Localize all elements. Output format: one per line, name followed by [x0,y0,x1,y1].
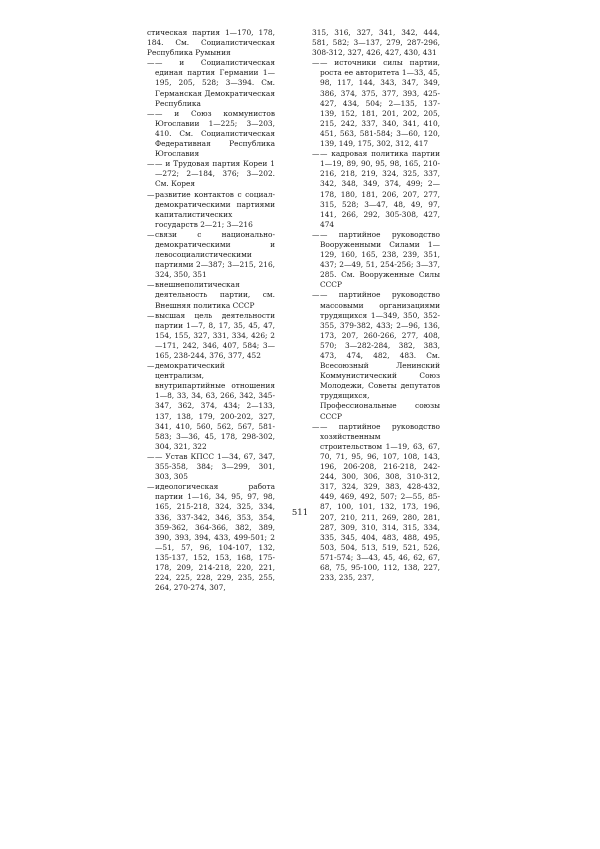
index-entry-text: стическая партия 1—170, 178, 184. См. Социалистическая Республика Румыния [147,28,275,58]
index-entry-text: — кадровая политика партии 1—19, 89, 90, 95, 98, 165, 210-216, 218, 219, 324, 325, 337, 342, 348, 349, 374, 499; 2—178, 180, 181, 206, 207, 277, 315, 528; 3—47, 48, 49, 97, 141, 266, 292, 305-308, 427, 474 [320,149,440,229]
index-entry [147,28,275,58]
index-entry: —демократический централизм, внутрипартийные отношения 1—8, 33, 34, 63, 266, 342, 345-347, 362, 374, 434; 2—133, 137, 138, 179, 200-202, 327, 341, 410, 560, 562, 567, 581-583; 3—36, 45, 178, 298-302, 304, 321, 322 [147,361,275,451]
index-entry-text: высшая цель деятельности партии 1—7, 8, 17, 35, 45, 47, 154, 155, 327, 331, 334, 426; 2—171, 242, 346, 407, 584; 3—165, 238-244, 376, 377, 452 [155,310,275,360]
index-entry: —высшая цель деятельности партии 1—7, 8, 17, 35, 45, 47, 154, 155, 327, 331, 334, 426; 2—171, 242, 346, 407, 584; 3—165, 238-244, 376, 377, 452 [147,310,275,360]
index-entry-text: — и Трудовая партия Кореи 1—272; 2—184, 376; 3—202. См. Корея [155,159,275,189]
index-entry-text: — источники силы партии, роста ее авторитета 1—33, 45, 98, 117, 144, 343, 347, 349, 386, 374, 375, 377, 393, 425-427, 434, 504; 2—135, 137-139, 152, 181, 201, 202, 205, 215, 242, 337, 340, 341, 410, 451, 563, 581-584; 3—60, 120, 139, 149, 175, 302, 312, 417 [320,58,440,149]
index-entry: —— источники силы партии, роста ее авторитета 1—33, 45, 98, 117, 144, 343, 347, 349, 386, 374, 375, 377, 393, 425-427, 434, 504; 2—135, 137-139, 152, 181, 201, 202, 205, 215, 242, 337, 340, 341, 410, 451, 563, 581-584; 3—60, 120, 139, 149, 175, 302, 312, 417 [312,58,440,149]
index-entry-text: — партийное руководство Вооруженными Силами 1—129, 160, 165, 238, 239, 351, 437; 2—49, 51, 254-256; 3—37, 285. См. Вооруженные Силы СССР [320,229,440,290]
index-entry-text: внешнеполитическая деятельность партии, см. Внешняя политика СССР [155,280,275,310]
index-entry: —— кадровая политика партии 1—19, 89, 90, 95, 98, 165, 210-216, 218, 219, 324, 325, 337, 342, 348, 349, 374, 499; 2—178, 180, 181, 206, 207, 277, 315, 528; 3—47, 48, 49, 97, 141, 266, 292, 305-308, 427, 474 [312,149,440,229]
index-entry: —— партийное руководство хозяйственным строительством 1—19, 63, 67, 70, 71, 95, 96, 107, 108, 143, 196, 206-208, 216-218, 242-244, 300, 306, 308, 310-312, 317, 324, 329, 383, 428-432, 449, 469, 492, 507; 2—55, 85-87, 100, 101, 132, 173, 196, 207, 210, 211, 269, 280, 281, 287, 309, 310, 314, 315, 334, 335, 345, 404, 483, 488, 495, 503, 504, 513, 519, 521, 526, 571-574; 3—43, 45, 46, 62, 67, 68, 75, 95-100, 112, 138, 227, 233, 235, 237, [312,421,440,583]
index-entry: —— Устав КПСС 1—34, 67, 347, 355-358, 384; 3—299, 301, 303, 305 [147,451,275,482]
index-entry-text: связи с национально-демократическими и левосоциалистическими партиями 2—387; 3—215, 216, 324, 350, 351 [155,229,275,280]
index-entry: —идеологическая работа партии 1—16, 34, 95, 97, 98, 165, 215-218, 324, 325, 334, 336, 337-342, 346, 353, 354, 359-362, 364-366, 382, 389, 390, 393, 394, 433, 499-501; 2—51, 57, 96, 104-107, 132, 135-137, 152, 153, 168, 175-178, 209, 214-218, 220, 221, 224, 225, 228, 229, 235, 255, 264, 270-274, 307, [147,482,275,593]
index-entry-text: — партийное руководство хозяйственным строительством 1—19, 63, 67, 70, 71, 95, 96, 107, 108, 143, 196, 206-208, 216-218, 242-244, 300, 306, 308, 310-312, 317, 324, 329, 383, 428-432, 449, 469, 492, 507; 2—55, 85-87, 100, 101, 132, 173, 196, 207, 210, 211, 269, 280, 281, 287, 309, 310, 314, 315, 334, 335, 345, 404, 483, 488, 495, 503, 504, 513, 519, 521, 526, 571-574; 3—43, 45, 46, 62, 67, 68, 75, 95-100, 112, 138, 227, 233, 235, 237, [320,421,440,583]
index-entry: —развитие контактов с социал-демократическими партиями капиталистических государств 2—21; 3—216 [147,189,275,229]
index-column-right [312,28,440,583]
index-entry-text: — Устав КПСС 1—34, 67, 347, 355-358, 384; 3—299, 301, 303, 305 [155,451,275,482]
page-number: 511 [291,508,309,518]
index-entry: —— и Социалистическая единая партия Германии 1—195, 205, 528; 3—394. См. Германская Демократическая Республика [147,58,275,108]
index-entry: —— и Трудовая партия Кореи 1—272; 2—184, 376; 3—202. См. Корея [147,159,275,189]
index-entry [312,28,440,58]
index-entry: —связи с национально-демократическими и левосоциалистическими партиями 2—387; 3—215, 216, 324, 350, 351 [147,229,275,280]
index-entry-text: развитие контактов с социал-демократическими партиями капиталистических государств 2—21; 3—216 [155,189,275,229]
index-entry: —— партийное руководство массовыми организациями трудящихся 1—349, 350, 352-355, 379-382, 433; 2—96, 136, 173, 207, 260-266, 277, 408, 570; 3—282-284, 382, 383, 473, 474, 482, 483. См. Всесоюзный Ленинский Коммунистический Союз Молодежи, Советы депутатов трудящихся, Профессиональные союзы СССР [312,290,440,421]
index-entry-text: — и Союз коммунистов Югославии 1—225; 3—203, 410. См. Социалистическая Федеративная Республика Югославия [155,108,275,159]
index-entry: —— партийное руководство Вооруженными Силами 1—129, 160, 165, 238, 239, 351, 437; 2—49, 51, 254-256; 3—37, 285. См. Вооруженные Силы СССР [312,229,440,290]
index-entry: —— и Союз коммунистов Югославии 1—225; 3—203, 410. См. Социалистическая Федеративная Республика Югославия [147,108,275,159]
index-entry-text: 315, 316, 327, 341, 342, 444, 581, 582; 3—137, 279, 287-296, 308-312, 327, 426, 427, 430, 431 [312,28,440,58]
index-entry-text: — партийное руководство массовыми организациями трудящихся 1—349, 350, 352-355, 379-382, 433; 2—96, 136, 173, 207, 260-266, 277, 408, 570; 3—282-284, 382, 383, 473, 474, 482, 483. См. Всесоюзный Ленинский Коммунистический Союз Молодежи, Советы депутатов трудящихся, Профессиональные союзы СССР [320,290,440,421]
index-entry-text: — и Социалистическая единая партия Германии 1—195, 205, 528; 3—394. См. Германская Демократическая Республика [155,58,275,108]
index-entry: —внешнеполитическая деятельность партии, см. Внешняя политика СССР [147,280,275,310]
index-entry-text: демократический централизм, внутрипартийные отношения 1—8, 33, 34, 63, 266, 342, 345-347, 362, 374, 434; 2—133, 137, 138, 179, 200-202, 327, 341, 410, 560, 562, 567, 581-583; 3—36, 45, 178, 298-302, 304, 321, 322 [155,361,275,451]
index-entry-text: идеологическая работа партии 1—16, 34, 95, 97, 98, 165, 215-218, 324, 325, 334, 336, 337-342, 346, 353, 354, 359-362, 364-366, 382, 389, 390, 393, 394, 433, 499-501; 2—51, 57, 96, 104-107, 132, 135-137, 152, 153, 168, 175-178, 209, 214-218, 220, 221, 224, 225, 228, 229, 235, 255, 264, 270-274, 307, [155,482,275,593]
